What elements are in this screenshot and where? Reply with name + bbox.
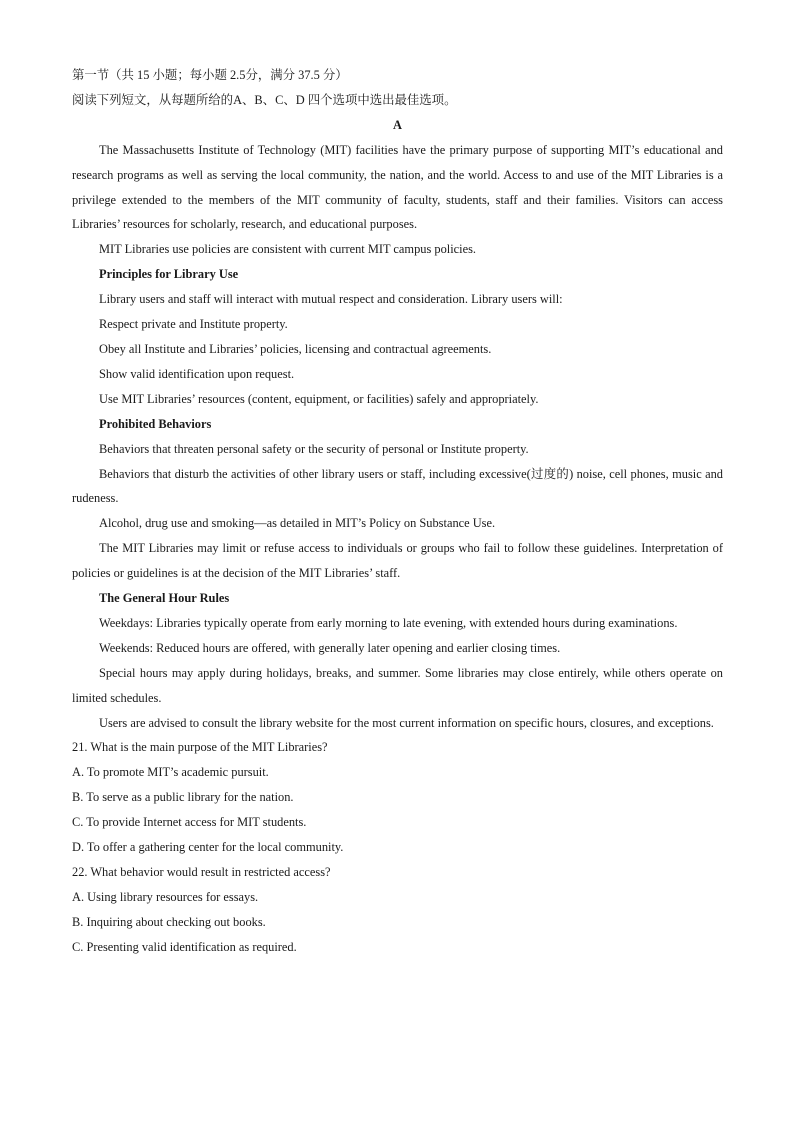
answer-option: B. Inquiring about checking out books. [72,914,266,929]
intro-paragraph: The Massachusetts Institute of Technology (MIT) facilities have the primary purpose of supporting MIT’s educational and research programs as well as serving the local community, the nation, and the world. Access to and use of the MIT Libraries is a privilege extended to the members of the MIT community of faculty, students, staff and their families. Visitors can access Libraries’ resources for scholarly, research, and educational purposes. [72,142,723,232]
prohibited-item: Behaviors that threaten personal safety or the security of personal or Institute property. [99,441,529,456]
policy-line: MIT Libraries use policies are consistent with current MIT campus policies. [99,242,477,257]
hours-paragraph: Weekends: Reduced hours are offered, with generally later opening and earlier closing times. [99,640,561,655]
question-stem: 21. What is the main purpose of the MIT Libraries? [72,740,328,755]
hours-heading: The General Hour Rules [99,591,230,606]
answer-option: A. To promote MIT’s academic pursuit. [72,765,269,780]
hours-paragraph: Special hours may apply during holidays, breaks, and summer. Some libraries may close entirely, while others operate on limited schedules. [72,665,723,705]
answer-option: D. To offer a gathering center for the local community. [72,840,344,855]
prohibited-heading: Prohibited Behaviors [99,416,212,431]
principle-item: Respect private and Institute property. [99,317,288,332]
question-stem: 22. What behavior would result in restricted access? [72,865,331,879]
passage-label: A [393,117,402,132]
hours-paragraph: Weekdays: Libraries typically operate from early morning to late evening, with extended hours during examinations. [99,615,678,630]
principle-item: Use MIT Libraries’ resources (content, equipment, or facilities) safely and appropriately. [99,391,539,406]
principle-item: Show valid identification upon request. [99,366,295,381]
hours-paragraph: Users are advised to consult the library website for the most current information on specific hours, closures, and exceptions. [99,715,714,730]
answer-option: C. Presenting valid identification as required. [72,939,297,954]
instruction-line: 阅读下列短文，从每题所给的A、B、C、D 四个选项中选出最佳选项。 [72,92,457,107]
principles-heading: Principles for Library Use [99,267,239,282]
prohibited-item: Alcohol, drug use and smoking—as detailed in MIT’s Policy on Substance Use. [99,516,496,531]
principle-item: Obey all Institute and Libraries’ policies, licensing and contractual agreements. [99,341,492,356]
section-header: 第一节（共 15 小题；每小题 2.5分，满分 37.5 分） [72,68,348,82]
enforcement-paragraph: The MIT Libraries may limit or refuse access to individuals or groups who fail to follow these guidelines. Interpretation of policies or guidelines is at the decision of the MIT Libraries’ staff. [72,541,723,581]
answer-option: C. To provide Internet access for MIT students. [72,815,307,830]
document-page [72,63,723,960]
principles-intro: Library users and staff will interact with mutual respect and consideration. Library users will: [99,292,563,307]
prohibited-item: Behaviors that disturb the activities of other library users or staff, including excessive(过度的) noise, cell phones, music and rudeness. [72,466,723,506]
answer-option: A. Using library resources for essays. [72,889,259,904]
answer-option: B. To serve as a public library for the nation. [72,790,294,805]
